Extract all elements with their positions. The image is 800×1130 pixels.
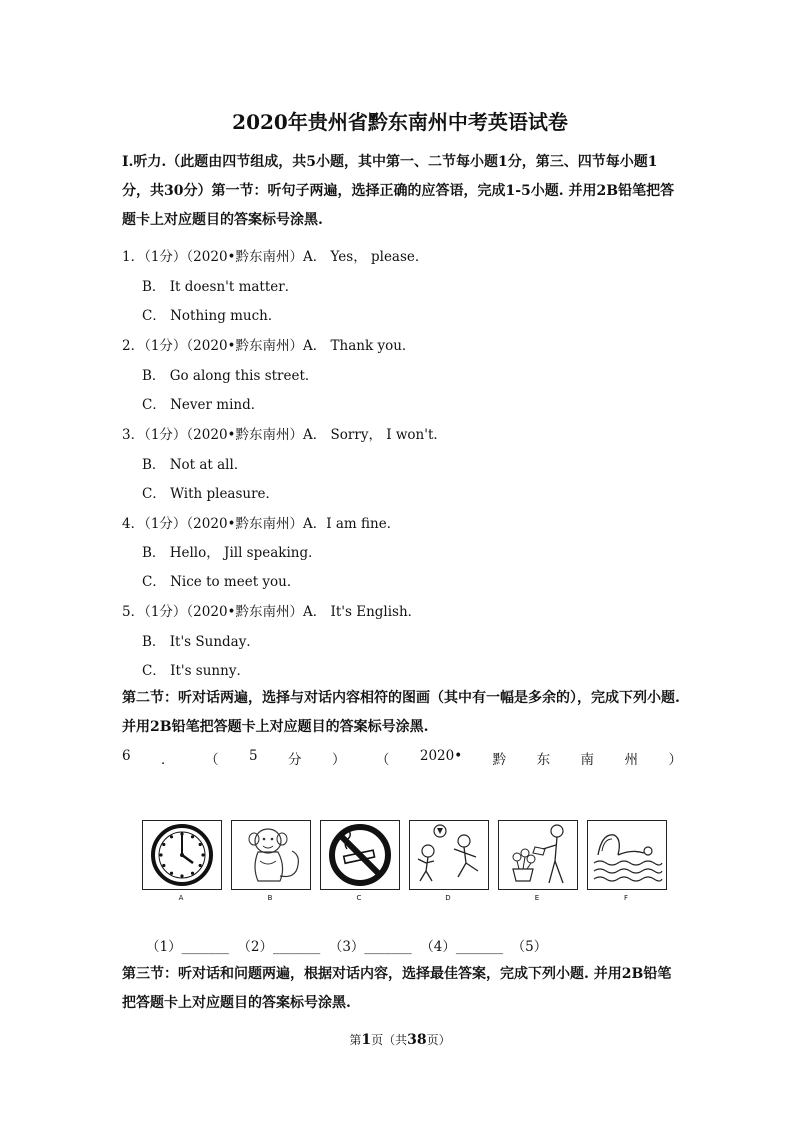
- monkey-icon: [232, 821, 310, 889]
- question-4-stem: 4．（1分）（2020•黔东南州）A．I am fine．: [122, 516, 401, 532]
- question-3-option-c: C． With pleasure．: [142, 486, 280, 502]
- question-2-stem: 2．（1分）（2020•黔东南州）A． Thank you．: [122, 338, 416, 354]
- picture-options: [140, 820, 660, 912]
- question-4-option-b: B． Hello， Jill speaking．: [142, 545, 322, 561]
- footer-mid: 页（共: [371, 1033, 408, 1047]
- picture-label-b: B: [267, 894, 273, 902]
- gardening-icon: [499, 821, 577, 889]
- q6-part: 分: [288, 752, 302, 768]
- question-5-option-c: C． It's sunny．: [142, 663, 250, 679]
- question-6-stem: [122, 748, 682, 768]
- section-2-instructions: 第二节：听对话两遍，选择与对话内容相符的图画（其中有一幅是多余的），完成下列小题. 并用2B铅笔把答题卡上对应题目的答案标号涂黑.: [122, 690, 680, 735]
- question-1-stem: 1．（1分）（2020•黔东南州）A． Yes， please．: [122, 249, 429, 265]
- section-1-instructions: I.听力.（此题由四节组成，共5小题，其中第一、二节每小题1分，第三、四节每小题1分，共30分）第一节：听句子两遍，选择正确的应答语，完成1-5小题. 并用2B铅笔把答题卡上对应题目的答案标号涂黑.: [122, 154, 675, 228]
- clock-icon: [143, 821, 221, 889]
- q6-part: 东: [536, 752, 551, 768]
- question-1-option-c: C． Nothing much．: [142, 308, 282, 324]
- question-5-stem: 5．（1分）（2020•黔东南州）A． It's English．: [122, 604, 422, 620]
- q6-part: （: [205, 752, 219, 768]
- page-footer: [0, 1031, 800, 1048]
- picture-label-a: A: [178, 894, 184, 902]
- question-5-option-b: B． It's Sunday．: [142, 634, 260, 650]
- gardening-picture: [498, 820, 578, 890]
- picture-label-c: C: [356, 894, 362, 902]
- picture-label-e: E: [534, 894, 540, 902]
- q6-part: 6: [122, 748, 131, 764]
- picture-label-f: F: [623, 894, 629, 902]
- q6-part: （: [375, 752, 390, 768]
- question-4-option-c: C． Nice to meet you．: [142, 574, 301, 590]
- question-2-option-c: C． Never mind．: [142, 397, 265, 413]
- answer-blanks: （1）_______ （2）_______ （3）_______ （4）_______ （5）: [146, 939, 548, 955]
- page-title: 2020年贵州省黔东南州中考英语试卷: [232, 110, 568, 134]
- no-smoking-picture: [320, 820, 400, 890]
- q6-part: 2020•: [419, 748, 463, 764]
- q6-part: ）: [668, 752, 682, 768]
- q6-part: ）: [331, 752, 346, 768]
- footer-page-number: 1: [361, 1032, 372, 1048]
- question-3-stem: 3．（1分）（2020•黔东南州）A． Sorry， I won't．: [122, 427, 447, 443]
- q6-part: 黔: [492, 752, 507, 768]
- monkey-picture: [231, 820, 311, 890]
- q6-part: 5: [248, 748, 258, 764]
- question-2-option-b: B． Go along this street．: [142, 368, 319, 384]
- footer-prefix: 第: [349, 1033, 362, 1047]
- q6-part: 南: [580, 752, 595, 768]
- no-smoking-icon: [321, 821, 399, 889]
- football-icon: [410, 821, 488, 889]
- swimming-icon: [588, 821, 666, 889]
- question-3-option-b: B． Not at all．: [142, 457, 248, 473]
- section-3-instructions: 第三节：听对话和问题两遍，根据对话内容，选择最佳答案，完成下列小题. 并用2B铅笔把答题卡上对应题目的答案标号涂黑.: [122, 966, 672, 1011]
- footer-suffix: 页）: [426, 1033, 451, 1047]
- q6-part: 州: [624, 752, 638, 768]
- q6-part: ．: [161, 752, 175, 768]
- question-1-option-b: B． It doesn't matter．: [142, 279, 299, 295]
- swimming-picture: [587, 820, 667, 890]
- clock-picture: [142, 820, 222, 890]
- footer-total-pages: 38: [407, 1032, 427, 1048]
- football-picture: [409, 820, 489, 890]
- picture-label-d: D: [445, 894, 451, 902]
